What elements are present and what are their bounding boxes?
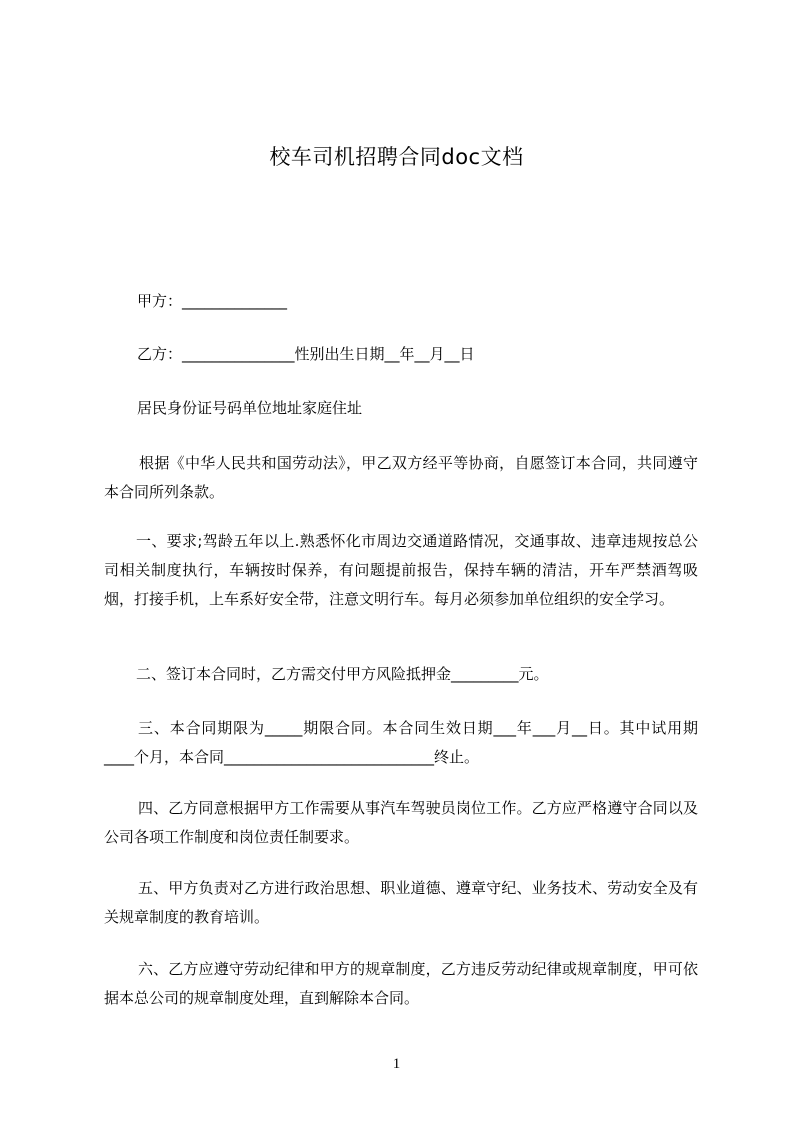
page-number: 1 xyxy=(392,1056,401,1072)
clause-4-paragraph: 四、乙方同意根据甲方工作需要从事汽车驾驶员岗位工作。乙方应严格遵守合同以及公司各项工作制度和岗位责任制要求。 xyxy=(104,799,698,846)
party-a-line: 甲方：______________ xyxy=(137,292,288,310)
clause-3-paragraph: 三、本合同期限为_____期限合同。本合同生效日期___年___月__日。其中试用期____个月，本合同____________________________终止。 xyxy=(104,719,698,766)
clause-6-paragraph: 六、乙方应遵守劳动纪律和甲方的规章制度，乙方违反劳动纪律或规章制度，甲可依据本总公司的规章制度处理，直到解除本合同。 xyxy=(104,960,698,1007)
clause-1-paragraph: 一、要求;驾龄五年以上.熟悉怀化市周边交通道路情况，交通事故、违章违规按总公司相关制度执行，车辆按时保养，有问题提前报告，保持车辆的清洁，开车严禁酒驾吸烟，打接手机，上车系好安全带，注意文明行车。每月必须参加单位组织的安全学习。 xyxy=(104,532,698,608)
document-title: 校车司机招聘合同doc文档 xyxy=(269,145,524,169)
party-b-line: 乙方：_______________性别出生日期__年__月__日 xyxy=(137,345,475,363)
clause-5-paragraph: 五、甲方负责对乙方进行政治思想、职业道德、遵章守纪、业务技术、劳动安全及有关规章制度的教育培训。 xyxy=(104,879,698,926)
intro-paragraph: 根据《中华人民共和国劳动法》，甲乙双方经平等协商，自愿签订本合同，共同遵守本合同所列条款。 xyxy=(104,454,698,501)
id-address-line: 居民身份证号码单位地址家庭住址 xyxy=(137,399,363,417)
clause-2-paragraph: 二、签订本合同时，乙方需交付甲方风险抵押金_________元。 xyxy=(136,665,549,683)
